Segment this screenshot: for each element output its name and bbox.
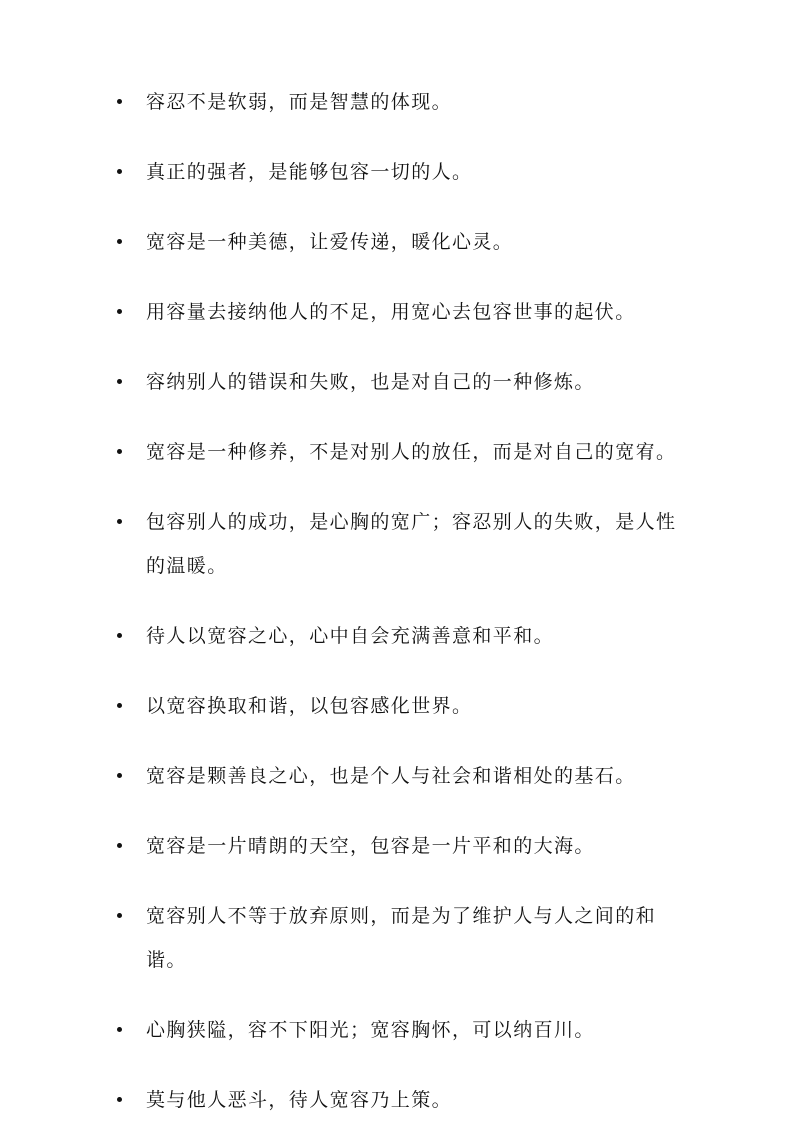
- quote-text: 宽容是一片晴朗的天空，包容是一片平和的大海。: [146, 835, 595, 857]
- list-item: [112, 1008, 690, 1052]
- list-item: [112, 430, 690, 474]
- list-item: [112, 684, 690, 728]
- quote-text: 真正的强者，是能够包容一切的人。: [146, 161, 473, 183]
- bullet-icon: [117, 843, 122, 848]
- quote-text: 用容量去接纳他人的不足，用宽心去包容世事的起伏。: [146, 301, 636, 323]
- bullet-icon: [117, 913, 122, 918]
- list-item: [112, 500, 690, 588]
- bullet-icon: [117, 239, 122, 244]
- quote-text: 待人以宽容之心，心中自会充满善意和平和。: [146, 625, 555, 647]
- quote-text: 容纳别人的错误和失败，也是对自己的一种修炼。: [146, 371, 595, 393]
- list-item: [112, 614, 690, 658]
- bullet-icon: [117, 519, 122, 524]
- quote-text: 宽容别人不等于放弃原则，而是为了维护人与人之间的和谐。: [146, 905, 657, 971]
- list-item: [112, 220, 690, 264]
- list-item: [112, 150, 690, 194]
- list-item: [112, 360, 690, 404]
- quote-text: 莫与他人恶斗，待人宽容乃上策。: [146, 1089, 453, 1111]
- bullet-icon: [117, 1027, 122, 1032]
- quote-text: 以宽容换取和谐，以包容感化世界。: [146, 695, 473, 717]
- list-item: [112, 290, 690, 334]
- list-item: [112, 754, 690, 798]
- bullet-icon: [117, 169, 122, 174]
- bullet-icon: [117, 1097, 122, 1102]
- quote-text: 宽容是一种修养，不是对别人的放任，而是对自己的宽宥。: [146, 441, 677, 463]
- quote-text: 包容别人的成功，是心胸的宽广；容忍别人的失败，是人性的温暖。: [146, 511, 677, 577]
- quote-text: 心胸狭隘，容不下阳光；宽容胸怀，可以纳百川。: [146, 1019, 595, 1041]
- bullet-icon: [117, 773, 122, 778]
- bullet-icon: [117, 633, 122, 638]
- quote-text: 宽容是一种美德，让爱传递，暖化心灵。: [146, 231, 514, 253]
- bullet-icon: [117, 449, 122, 454]
- bullet-icon: [117, 309, 122, 314]
- list-item: [112, 894, 690, 982]
- bullet-icon: [117, 379, 122, 384]
- bullet-icon: [117, 703, 122, 708]
- quote-list: [112, 80, 690, 1122]
- list-item: [112, 824, 690, 868]
- quote-text: 宽容是颗善良之心，也是个人与社会和谐相处的基石。: [146, 765, 636, 787]
- quote-text: 容忍不是软弱，而是智慧的体现。: [146, 91, 453, 113]
- bullet-icon: [117, 99, 122, 104]
- list-item: [112, 1078, 690, 1122]
- list-item: [112, 80, 690, 124]
